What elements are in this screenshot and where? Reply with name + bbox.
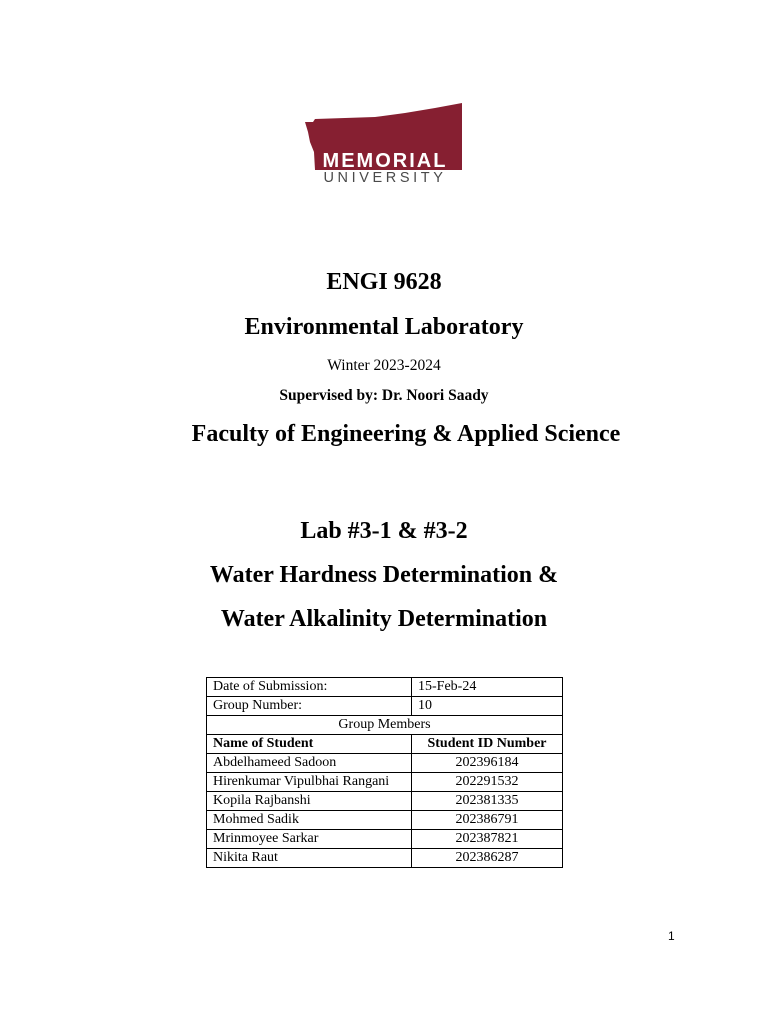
group-members-heading: Group Members xyxy=(207,716,563,735)
student-name: Mrinmoyee Sarkar xyxy=(207,830,412,849)
course-name: Environmental Laboratory xyxy=(244,314,524,340)
group-number-value: 10 xyxy=(412,697,563,716)
table-row xyxy=(207,811,563,830)
student-name: Hirenkumar Vipulbhai Rangani xyxy=(207,773,412,792)
logo-memorial-text: MEMORIAL xyxy=(322,150,448,172)
student-name: Kopila Rajbanshi xyxy=(207,792,412,811)
student-id: 202291532 xyxy=(412,773,563,792)
table-row xyxy=(207,754,563,773)
memorial-university-logo xyxy=(305,102,465,188)
group-number-label: Group Number: xyxy=(207,697,412,716)
student-id: 202386791 xyxy=(412,811,563,830)
page-number: 1 xyxy=(668,929,675,943)
lab-title-line2: Water Alkalinity Determination xyxy=(220,606,548,632)
course-code: ENGI 9628 xyxy=(326,269,442,295)
table-row xyxy=(207,792,563,811)
student-name: Abdelhameed Sadoon xyxy=(207,754,412,773)
student-id: 202381335 xyxy=(412,792,563,811)
student-id: 202387821 xyxy=(412,830,563,849)
table-row xyxy=(207,716,563,735)
table-row xyxy=(207,830,563,849)
column-header-id: Student ID Number xyxy=(412,735,563,754)
table-header-row xyxy=(207,735,563,754)
logo-university-text: UNIVERSITY xyxy=(323,170,447,186)
table-row xyxy=(207,697,563,716)
submission-date-value: 15-Feb-24 xyxy=(412,678,563,697)
table-row xyxy=(207,773,563,792)
student-id: 202396184 xyxy=(412,754,563,773)
student-name: Nikita Raut xyxy=(207,849,412,868)
table-row xyxy=(207,678,563,697)
student-name: Mohmed Sadik xyxy=(207,811,412,830)
term: Winter 2023-2024 xyxy=(327,357,441,374)
faculty: Faculty of Engineering & Applied Science xyxy=(191,421,621,447)
lab-number: Lab #3-1 & #3-2 xyxy=(300,518,468,544)
submission-date-label: Date of Submission: xyxy=(207,678,412,697)
table-row xyxy=(207,849,563,868)
submission-info-table xyxy=(206,677,563,868)
lab-title-line1: Water Hardness Determination & xyxy=(209,562,559,588)
column-header-name: Name of Student xyxy=(207,735,412,754)
supervisor: Supervised by: Dr. Noori Saady xyxy=(279,387,489,404)
student-id: 202386287 xyxy=(412,849,563,868)
